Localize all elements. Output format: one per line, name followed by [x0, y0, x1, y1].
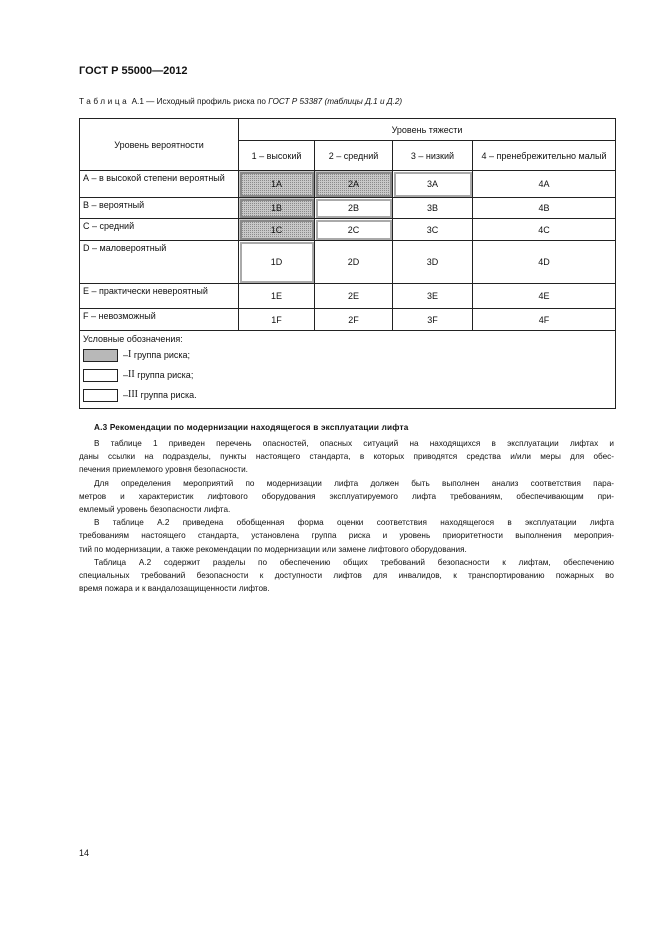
paragraph [79, 437, 614, 477]
paragraph [79, 556, 614, 596]
risk-profile-table [79, 118, 616, 409]
legend-item: – III группа риска. [83, 385, 612, 405]
paragraph [79, 516, 614, 556]
row-label: Е – практически невероятный [80, 284, 239, 309]
risk-cell-group-3: 4C [473, 219, 616, 241]
legend-text: группа риска; [133, 350, 190, 360]
risk-cell-group-2: 2C [315, 219, 393, 241]
risk-cell-group-2: 2B [315, 198, 393, 219]
severity-column-header: 2 – средний [315, 141, 393, 171]
risk-cell-group-1: 2A [315, 171, 393, 198]
risk-cell-group-2: 3A [393, 171, 473, 198]
row-label: А – в высокой степени вероятный [80, 171, 239, 198]
risk-cell-group-3: 4F [473, 309, 616, 331]
legend [80, 331, 616, 409]
risk-cell-group-3: 1E [239, 284, 315, 309]
risk-cell-group-3: 1F [239, 309, 315, 331]
legend-swatch-group-3 [83, 389, 118, 402]
risk-cell-group-3: 3D [393, 241, 473, 284]
risk-cell-group-3: 3E [393, 284, 473, 309]
legend-numeral: I [128, 349, 132, 360]
paragraph-line: емлемый уровень безопасности лифта. [79, 505, 231, 515]
severity-column-header: 4 – пренебрежительно малый [473, 141, 616, 171]
paragraph-line: печения приемлемого уровня безопасности. [79, 465, 248, 475]
risk-cell-group-3: 2F [315, 309, 393, 331]
legend-title: Условные обозначения: [83, 334, 183, 344]
paragraph-line: метров и характеристик лифтового оборудования эксплуатируемого лифта требованиям, обеспечивающим при- [79, 491, 614, 501]
legend-text: группа риска; [137, 370, 194, 380]
table-row [80, 284, 616, 309]
table-row [80, 219, 616, 241]
body-text [79, 437, 614, 595]
risk-cell-group-3: 4E [473, 284, 616, 309]
risk-cell-group-2: 1D [239, 241, 315, 284]
paragraph-line: В таблице 1 приведен перечень опасностей, опасных ситуаций на находящихся в эксплуатации лифтах и [94, 439, 614, 448]
severity-column-header: 1 – высокий [239, 141, 315, 171]
paragraph-line: Для определения мероприятий по модернизации лифта должен быть выполнен анализ соответствия пара- [94, 478, 614, 488]
legend-swatch-group-1 [83, 349, 118, 362]
row-label: D – маловероятный [80, 241, 239, 284]
table-row [80, 198, 616, 219]
risk-cell-group-3: 3F [393, 309, 473, 331]
risk-cell-group-1: 1A [239, 171, 315, 198]
table-row [80, 171, 616, 198]
row-label: F – невозможный [80, 309, 239, 331]
risk-cell-group-3: 3B [393, 198, 473, 219]
paragraph-line: специальных требований безопасности к доступности лифтов для инвалидов, к транспортированию пожарных во [79, 571, 614, 581]
paragraph-line: тий по модернизации, а также рекомендации по модернизации или замене лифтового оборудования. [79, 544, 467, 554]
legend-numeral: II [128, 369, 135, 380]
standard-header: ГОСТ Р 55000—2012 [79, 65, 188, 77]
paragraph-line: время пожара и к вандалозащищенности лифтов. [79, 584, 270, 594]
paragraph-line: Таблица А.2 содержит разделы по обеспечению общих требований безопасности к лифтам, обеспечению [94, 557, 614, 567]
table-row [80, 241, 616, 284]
paragraph-line: даны ссылки на подразделы, пункты настоящего стандарта, в которых приводятся средства и/или меры для обес- [79, 452, 614, 462]
risk-cell-group-3: 2D [315, 241, 393, 284]
legend-item: – II группа риска; [83, 365, 612, 385]
paragraph [79, 477, 614, 517]
risk-cell-group-3: 4B [473, 198, 616, 219]
risk-cell-group-3: 4A [473, 171, 616, 198]
section-title: А.3 Рекомендации по модернизации находящегося в эксплуатации лифта [94, 423, 409, 432]
risk-cell-group-3: 3C [393, 219, 473, 241]
severity-header: Уровень тяжести [239, 119, 616, 141]
table-caption: Таблица А.1 — Исходный профиль риска по ГОСТ Р 53387 (таблицы Д.1 и Д.2) [79, 97, 403, 106]
severity-column-header: 3 – низкий [393, 141, 473, 171]
row-label: В – вероятный [80, 198, 239, 219]
table-row [80, 309, 616, 331]
risk-cell-group-1: 1C [239, 219, 315, 241]
probability-header: Уровень вероятности [80, 119, 239, 171]
legend-text: группа риска. [140, 390, 197, 400]
row-label: С – средний [80, 219, 239, 241]
legend-numeral: III [128, 389, 139, 400]
paragraph-line: требованиям настоящего стандарта, установлена группа риска и уровень приоритетности выполнения мероприя- [79, 531, 614, 541]
risk-cell-group-3: 2E [315, 284, 393, 309]
legend-item: – I группа риска; [83, 345, 612, 365]
risk-cell-group-1: 1B [239, 198, 315, 219]
page-number: 14 [79, 848, 90, 858]
paragraph-line: В таблице А.2 приведена обобщенная форма оценки соответствия находящегося в эксплуатации лифта [94, 518, 614, 528]
risk-cell-group-3: 4D [473, 241, 616, 284]
legend-swatch-group-2 [83, 369, 118, 382]
